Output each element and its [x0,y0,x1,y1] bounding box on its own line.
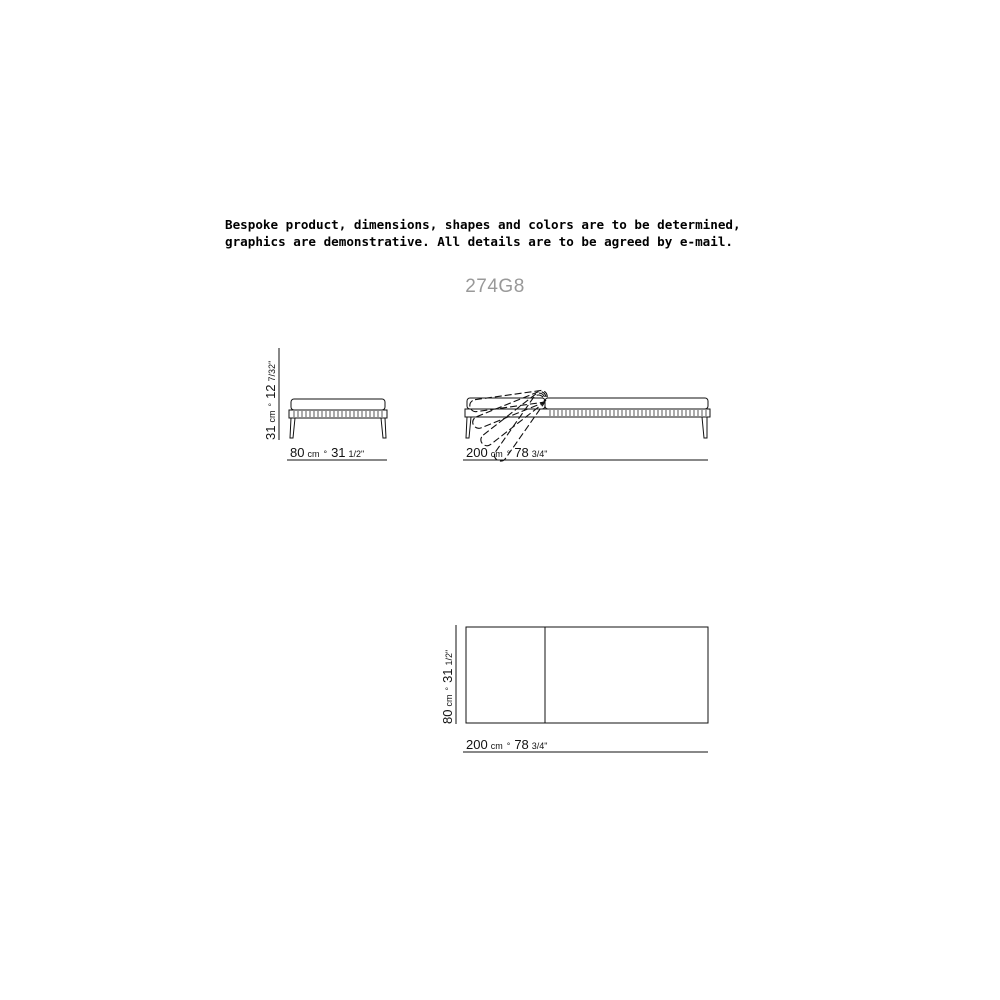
product-code: 274G8 [465,276,525,297]
side-weave [294,411,382,417]
long-leg-right [702,417,707,438]
side-cushion [291,399,385,410]
side-leg-left [290,418,295,438]
long-leg-left [466,417,471,438]
long-frame [465,409,710,417]
disclaimer-line-2: graphics are demonstrative. All details are to be agreed by e-mail. [225,234,733,249]
long-weave [550,410,706,416]
disclaimer-line-1: Bespoke product, dimensions, shapes and colors are to be determined, [225,217,741,232]
long-seat-cushion [545,398,708,409]
top-outline [466,627,708,723]
side-depth-label: 80 cm ° 31 1/2" [290,445,365,460]
long-length-label: 200 cm ° 78 3/4" [466,445,548,460]
top-width-label: 80cm°311/2" [440,649,455,724]
side-view [279,348,387,460]
side-height-label: 31cm°127/32" [263,360,278,440]
top-view [456,625,708,752]
side-leg-right [381,418,386,438]
top-length-label: 200 cm ° 78 3/4" [466,737,548,752]
